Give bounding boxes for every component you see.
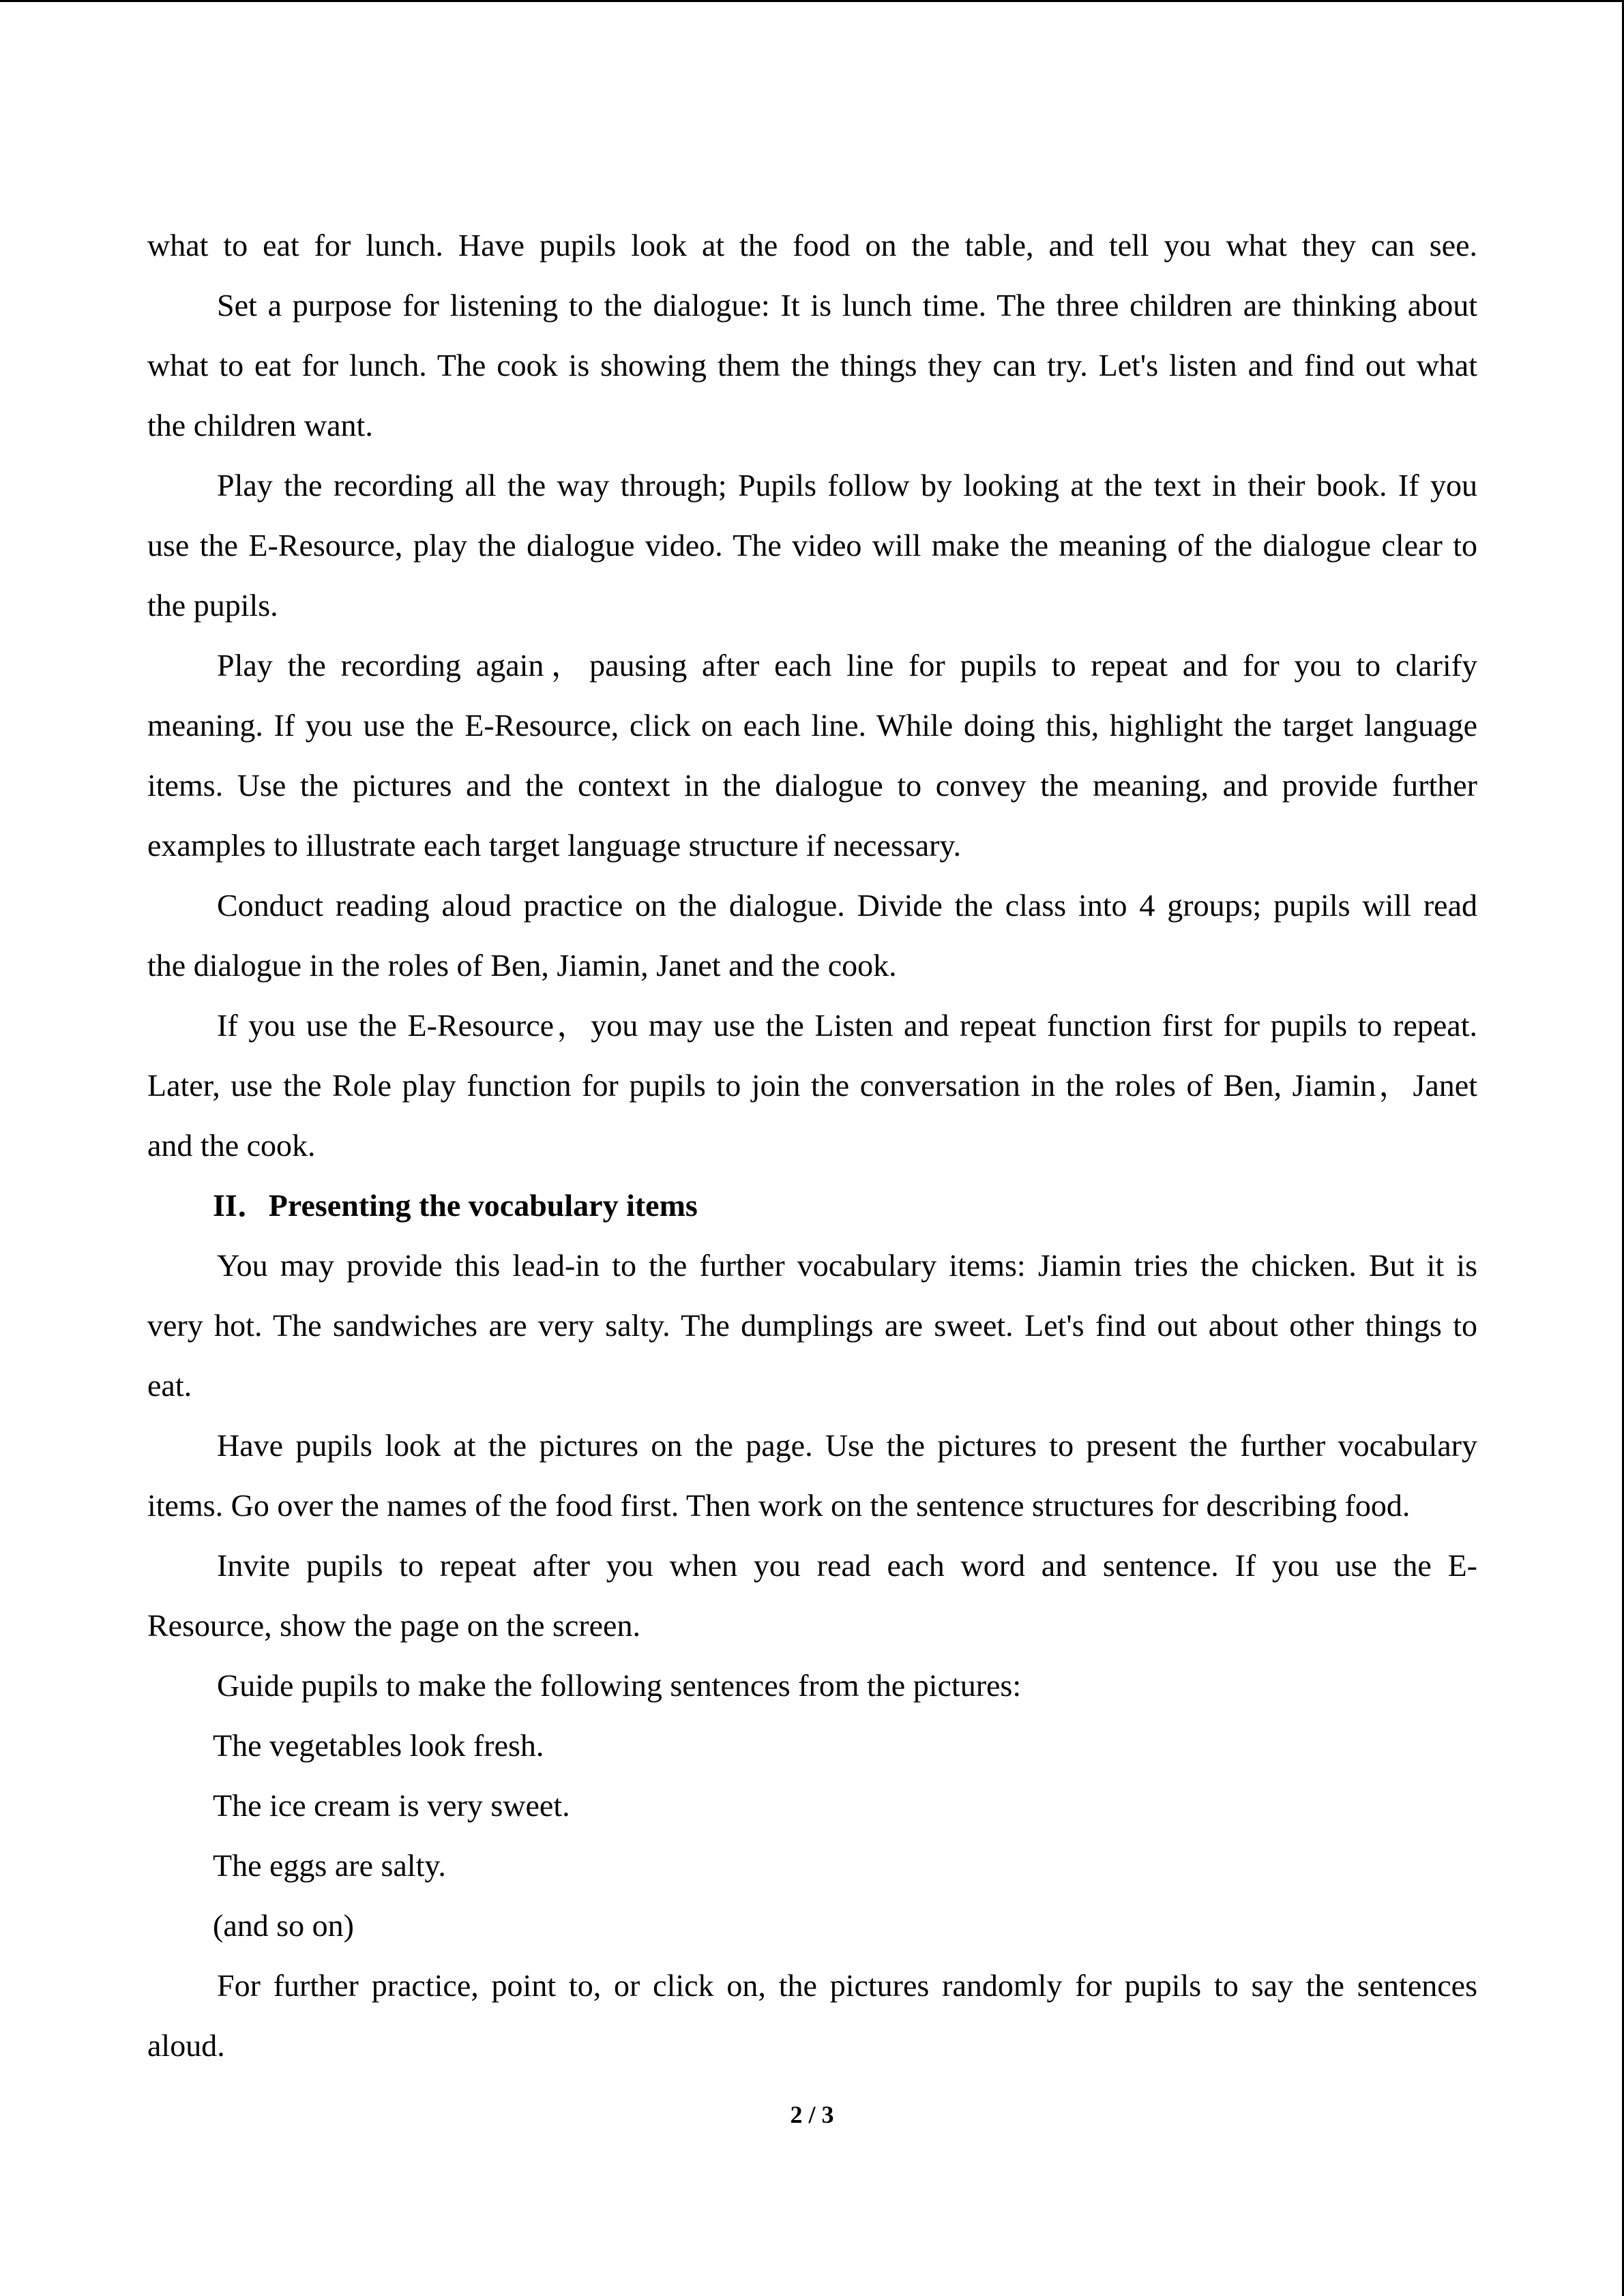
document-body xyxy=(147,215,1477,2076)
text-line: Resource, show the page on the screen. xyxy=(147,1608,640,1643)
bullet-line: You may provide this lead-in to the further vocabulary items: Jiamin tries the chicken. But it is xyxy=(217,1248,1477,1283)
text-line: items. Go over the names of the food first. Then work on the sentence structures for describing food. xyxy=(147,1488,1411,1523)
text-line: what to eat for lunch. Have pupils look at the food on the table, and tell you what they can see. xyxy=(147,228,1477,263)
bullet-line: For further practice, point to, or click on, the pictures randomly for pupils to say the sentences xyxy=(217,1968,1477,2003)
bullet-line: Play the recording all the way through; Pupils follow by looking at the text in their book. If you xyxy=(217,468,1477,503)
section-heading: II．Presenting the vocabulary items xyxy=(213,1188,698,1223)
bullet-line: If you use the E-Resource，you may use the Listen and repeat function first for pupils to repeat. xyxy=(217,1008,1477,1043)
text-line: Later, use the Role play function for pupils to join the conversation in the roles of Ben, Jiamin，Janet xyxy=(147,1068,1477,1103)
example-sentence: The eggs are salty. xyxy=(213,1848,446,1883)
bullet-line: Conduct reading aloud practice on the dialogue. Divide the class into 4 groups; pupils will read xyxy=(217,888,1477,923)
example-sentence: The vegetables look fresh. xyxy=(213,1728,544,1763)
bullet-line: Guide pupils to make the following sentences from the pictures: xyxy=(217,1668,1022,1703)
bullet-line: Invite pupils to repeat after you when you read each word and sentence. If you use the E- xyxy=(217,1548,1477,1583)
example-sentence: The ice cream is very sweet. xyxy=(213,1788,570,1823)
text-line: examples to illustrate each target language structure if necessary. xyxy=(147,828,961,863)
text-line: aloud. xyxy=(147,2028,225,2063)
text-line: the dialogue in the roles of Ben, Jiamin, Janet and the cook. xyxy=(147,948,897,983)
text-line: very hot. The sandwiches are very salty. The dumplings are sweet. Let's find out about other things to xyxy=(147,1308,1477,1343)
text-line: the pupils. xyxy=(147,588,278,623)
text-line: the children want. xyxy=(147,408,373,443)
text-line: what to eat for lunch. The cook is showing them the things they can try. Let's listen and find out what xyxy=(147,348,1477,383)
text-line: and the cook. xyxy=(147,1128,316,1163)
text-line: meaning. If you use the E-Resource, click on each line. While doing this, highlight the target language xyxy=(147,708,1477,743)
bullet-line: Set a purpose for listening to the dialogue: It is lunch time. The three children are thinking about xyxy=(217,288,1477,323)
bullet-line: Play the recording again，pausing after each line for pupils to repeat and for you to clarify xyxy=(217,648,1477,683)
text-line: items. Use the pictures and the context in the dialogue to convey the meaning, and provide further xyxy=(147,768,1477,803)
page-number: 2 / 3 xyxy=(790,2101,834,2128)
example-sentence: (and so on) xyxy=(213,1908,354,1943)
text-line: eat. xyxy=(147,1368,192,1403)
bullet-line: Have pupils look at the pictures on the page. Use the pictures to present the further vocabulary xyxy=(217,1428,1477,1463)
text-line: use the E-Resource, play the dialogue video. The video will make the meaning of the dialogue clear to xyxy=(147,528,1477,563)
